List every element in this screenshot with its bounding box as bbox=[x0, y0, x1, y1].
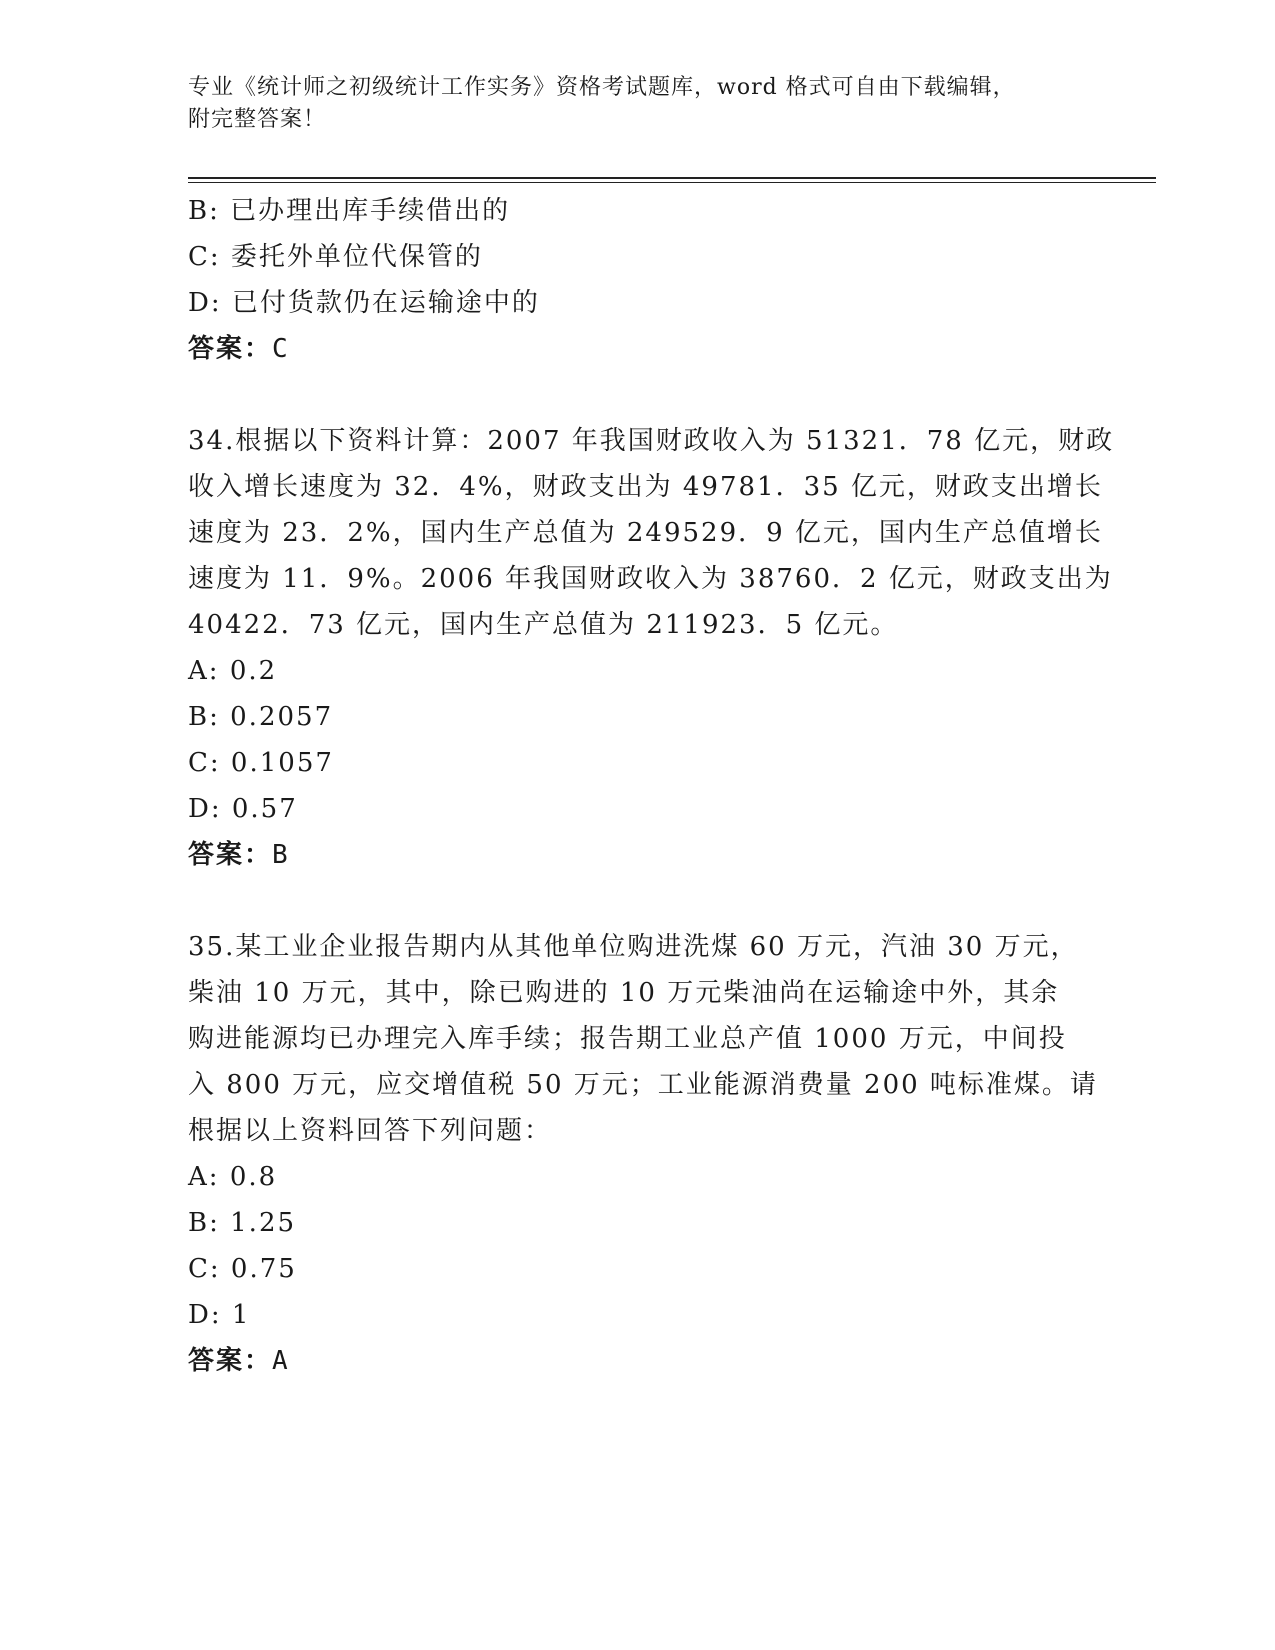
option-letter: B: bbox=[188, 1208, 220, 1238]
question-35 bbox=[188, 924, 1098, 1384]
option-a bbox=[188, 648, 1088, 694]
option-letter: C: bbox=[188, 748, 221, 778]
option-c bbox=[188, 740, 1088, 786]
question-content bbox=[188, 188, 1115, 1384]
header-divider-thin bbox=[188, 182, 1156, 183]
option-text: 已办理出库手续借出的 bbox=[230, 196, 511, 226]
question-text-line: 购进能源均已办理完入库手续；报告期工业总产值 1000 万元，中间投 bbox=[188, 1024, 1067, 1054]
answer-label: 答案： bbox=[188, 1346, 273, 1376]
option-text: 1.25 bbox=[230, 1208, 297, 1238]
question-text-line: 入 800 万元，应交增值税 50 万元；工业能源消费量 200 吨标准煤。请 bbox=[188, 1070, 1098, 1100]
option-text: 0.8 bbox=[229, 1162, 278, 1192]
option-letter: C: bbox=[188, 242, 221, 272]
option-b bbox=[188, 694, 1088, 740]
option-letter: A: bbox=[188, 656, 220, 686]
answer-value: C bbox=[272, 334, 290, 364]
header-line-2: 附完整答案！ bbox=[188, 107, 327, 132]
option-d bbox=[188, 1292, 1088, 1338]
option-letter: D: bbox=[188, 288, 222, 318]
option-letter: B: bbox=[188, 196, 220, 226]
option-d bbox=[188, 786, 1088, 832]
option-text: 0.57 bbox=[231, 794, 298, 824]
question-text-line: 40422．73 亿元，国内生产总值为 211923．5 亿元。 bbox=[188, 610, 899, 640]
question-text-line: 收入增长速度为 32．4%，财政支出为 49781．35 亿元，财政支出增长 bbox=[188, 472, 1103, 502]
option-b bbox=[188, 188, 1088, 234]
option-text: 已付货款仍在运输途中的 bbox=[231, 288, 540, 318]
spacer bbox=[188, 878, 1088, 924]
option-a bbox=[188, 1154, 1088, 1200]
option-c bbox=[188, 234, 1088, 280]
answer-value: A bbox=[272, 1346, 290, 1376]
answer-line bbox=[188, 832, 1088, 878]
option-text: 0.2057 bbox=[230, 702, 334, 732]
question-text-line: 速度为 23．2%，国内生产总值为 249529．9 亿元，国内生产总值增长 bbox=[188, 518, 1103, 548]
option-letter: D: bbox=[188, 1300, 222, 1330]
option-text: 0.2 bbox=[229, 656, 278, 686]
answer-label: 答案： bbox=[188, 334, 273, 364]
answer-label: 答案： bbox=[188, 840, 273, 870]
question-text-line: 速度为 11．9%。2006 年我国财政收入为 38760．2 亿元，财政支出为 bbox=[188, 564, 1113, 594]
answer-line bbox=[188, 326, 1088, 372]
header-line-1: 专业《统计师之初级统计工作实务》资格考试题库，word 格式可自由下载编辑， bbox=[188, 75, 1016, 100]
option-b bbox=[188, 1200, 1088, 1246]
spacer bbox=[188, 372, 1088, 418]
question-text-line: 35.某工业企业报告期内从其他单位购进洗煤 60 万元，汽油 30 万元， bbox=[188, 932, 1079, 962]
option-letter: A: bbox=[188, 1162, 220, 1192]
option-text: 1 bbox=[231, 1300, 251, 1330]
option-letter: B: bbox=[188, 702, 220, 732]
question-text-line: 柴油 10 万元，其中，除已购进的 10 万元柴油尚在运输途中外，其余 bbox=[188, 978, 1060, 1008]
question-text-line: 34.根据以下资料计算：2007 年我国财政收入为 51321．78 亿元，财政 bbox=[188, 426, 1115, 456]
option-text: 委托外单位代保管的 bbox=[230, 242, 483, 272]
option-text: 0.75 bbox=[230, 1254, 297, 1284]
option-letter: C: bbox=[188, 1254, 221, 1284]
option-text: 0.1057 bbox=[230, 748, 334, 778]
question-34 bbox=[188, 418, 1115, 878]
answer-line bbox=[188, 1338, 1088, 1384]
option-d bbox=[188, 280, 1088, 326]
prev-question-options bbox=[188, 188, 1088, 372]
page-header bbox=[188, 72, 1088, 136]
option-c bbox=[188, 1246, 1088, 1292]
option-letter: D: bbox=[188, 794, 222, 824]
question-text-line: 根据以上资料回答下列问题： bbox=[188, 1116, 553, 1146]
header-divider-thick bbox=[188, 177, 1156, 179]
answer-value: B bbox=[272, 840, 290, 870]
